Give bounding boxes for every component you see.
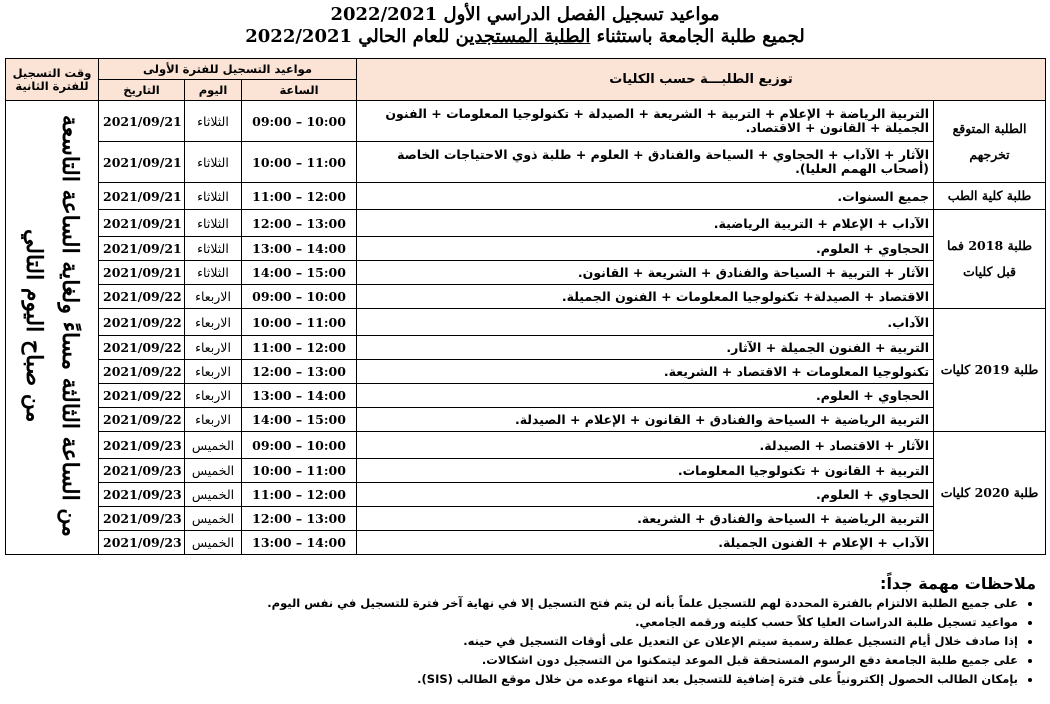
date-cell: 2021/09/21 xyxy=(99,261,185,285)
subtitle-part-1: لجميع طلبة الجامعة باستثناء xyxy=(590,26,805,47)
group-graduating: الطلبة المتوقع تخرجهم xyxy=(934,101,1046,183)
time-cell: 13:00 – 14:00 xyxy=(242,237,357,261)
header-day: اليوم xyxy=(185,80,242,101)
note-item: • مواعيد تسجيل طلبة الدراسات العليا كلاً حسب كليته ورقمه الجامعي. xyxy=(0,613,1018,632)
note-item: • على جميع الطلبة الالتزام بالفترة المحددة لهم للتسجيل علماً بأنه لن يتم فتح التسجيل إلا في نهاية آخر فترة للتسجيل في نفس اليوم. xyxy=(0,594,1018,613)
faculties-cell: التربية الرياضية + السياحة والفنادق + الشريعة. xyxy=(357,507,934,531)
header-second-period: وقت التسجيل للفترة الثانية xyxy=(6,59,99,101)
date-cell: 2021/09/21 xyxy=(99,101,185,142)
time-cell: 14:00 – 15:00 xyxy=(242,261,357,285)
note-item: • إذا صادف خلال أيام التسجيل عطلة رسمية سيتم الإعلان عن التعديل على أوقات التسجيل في حينه. xyxy=(0,632,1018,651)
table-row xyxy=(6,459,1046,483)
second-period-cell xyxy=(6,101,99,555)
day-cell: الثلاثاء xyxy=(185,261,242,285)
subtitle-part-3: للعام الحالي 2022/2021 xyxy=(245,26,456,47)
faculties-cell: الآثار + التربية + السياحة والفنادق + الشريعة + القانون. xyxy=(357,261,934,285)
time-cell: 11:00 – 12:00 xyxy=(242,483,357,507)
table-row xyxy=(6,360,1046,384)
faculties-cell: التربية الرياضية + السياحة والفنادق + القانون + الإعلام + الصيدلة. xyxy=(357,408,934,432)
table-row xyxy=(6,309,1046,336)
notes-title: ملاحظات مهمة جداً: xyxy=(880,574,1036,593)
time-cell: 10:00 – 11:00 xyxy=(242,309,357,336)
time-cell: 12:00 – 13:00 xyxy=(242,210,357,237)
date-cell: 2021/09/22 xyxy=(99,408,185,432)
day-cell: الثلاثاء xyxy=(185,101,242,142)
faculties-cell: الآداب. xyxy=(357,309,934,336)
table-row xyxy=(6,101,1046,142)
table-row xyxy=(6,408,1046,432)
date-cell: 2021/09/21 xyxy=(99,210,185,237)
time-cell: 13:00 – 14:00 xyxy=(242,531,357,555)
day-cell: الخميس xyxy=(185,483,242,507)
faculties-cell: التربية الرياضة + الإعلام + التربية + الشريعة + الصيدلة + تكنولوجيا المعلومات + الفنون الجميلة + القانون + الاقتصاد. xyxy=(357,101,934,142)
subtitle-part-2: الطلبة المستجدين xyxy=(455,26,591,47)
faculties-cell: التربية + القانون + تكنولوجيا المعلومات. xyxy=(357,459,934,483)
time-cell: 09:00 – 10:00 xyxy=(242,432,357,459)
group-2018: طلبة 2018 فما قبل كليات xyxy=(934,210,1046,309)
day-cell: الاربعاء xyxy=(185,384,242,408)
time-cell: 14:00 – 15:00 xyxy=(242,408,357,432)
second-period-text: من الساعة الثالثة مساءً ولغاية الساعة التاسعة من صباح اليوم التالي xyxy=(21,115,83,537)
date-cell: 2021/09/23 xyxy=(99,507,185,531)
faculties-cell: تكنولوجيا المعلومات + الاقتصاد + الشريعة. xyxy=(357,360,934,384)
page-subtitle xyxy=(0,26,1050,48)
faculties-cell: الآثار + الاقتصاد + الصيدلة. xyxy=(357,432,934,459)
faculties-cell: الاقتصاد + الصيدلة+ تكنولوجيا المعلومات + الفنون الجميلة. xyxy=(357,285,934,309)
schedule-table xyxy=(5,58,1046,555)
date-cell: 2021/09/22 xyxy=(99,336,185,360)
page-title: مواعيد تسجيل الفصل الدراسي الأول 2022/2021 xyxy=(330,4,720,25)
day-cell: الاربعاء xyxy=(185,408,242,432)
notes-section xyxy=(0,574,1042,689)
faculties-cell: الحجاوي + العلوم. xyxy=(357,237,934,261)
time-cell: 12:00 – 13:00 xyxy=(242,507,357,531)
faculties-cell: الآثار + الآداب + الحجاوي + السياحة والفنادق + العلوم + طلبة ذوي الاحتياجات الخاصة (أصحاب الهمم العليا). xyxy=(357,142,934,183)
day-cell: الاربعاء xyxy=(185,360,242,384)
time-cell: 11:00 – 12:00 xyxy=(242,183,357,210)
notes-list xyxy=(0,594,1042,689)
faculties-cell: الحجاوي + العلوم. xyxy=(357,384,934,408)
faculties-cell: الحجاوي + العلوم. xyxy=(357,483,934,507)
faculties-cell: الآداب + الإعلام + الفنون الجميلة. xyxy=(357,531,934,555)
table-row xyxy=(6,285,1046,309)
group-2020: طلبة 2020 كليات xyxy=(934,432,1046,555)
day-cell: الخميس xyxy=(185,432,242,459)
date-cell: 2021/09/23 xyxy=(99,531,185,555)
day-cell: الثلاثاء xyxy=(185,210,242,237)
faculties-cell: التربية + الفنون الجميلة + الآثار. xyxy=(357,336,934,360)
date-cell: 2021/09/22 xyxy=(99,309,185,336)
note-item: • بإمكان الطالب الحصول إلكترونياً على فترة إضافية للتسجيل بعد انتهاء موعده من خلال موقع الطالب (SIS). xyxy=(0,670,1018,689)
day-cell: الاربعاء xyxy=(185,336,242,360)
time-cell: 10:00 – 11:00 xyxy=(242,142,357,183)
group-2019: طلبة 2019 كليات xyxy=(934,309,1046,432)
table-row xyxy=(6,142,1046,183)
time-cell: 12:00 – 13:00 xyxy=(242,360,357,384)
day-cell: الثلاثاء xyxy=(185,237,242,261)
table-row xyxy=(6,237,1046,261)
date-cell: 2021/09/22 xyxy=(99,384,185,408)
day-cell: الخميس xyxy=(185,531,242,555)
table-row xyxy=(6,483,1046,507)
day-cell: الاربعاء xyxy=(185,309,242,336)
table-row xyxy=(6,507,1046,531)
table-row xyxy=(6,261,1046,285)
header-date: التاريخ xyxy=(99,80,185,101)
day-cell: الثلاثاء xyxy=(185,183,242,210)
faculties-cell: جميع السنوات. xyxy=(357,183,934,210)
day-cell: الخميس xyxy=(185,507,242,531)
note-item: • على جميع طلبة الجامعة دفع الرسوم المستحقة قبل الموعد ليتمكنوا من التسجيل دون اشكالات. xyxy=(0,651,1018,670)
date-cell: 2021/09/21 xyxy=(99,183,185,210)
header-row-1 xyxy=(6,59,1046,80)
header-first-period: مواعيد التسجيل للفترة الأولى xyxy=(99,59,357,80)
date-cell: 2021/09/23 xyxy=(99,483,185,507)
group-medicine: طلبة كلية الطب xyxy=(934,183,1046,210)
day-cell: الخميس xyxy=(185,459,242,483)
time-cell: 09:00 – 10:00 xyxy=(242,101,357,142)
date-cell: 2021/09/23 xyxy=(99,432,185,459)
table-row xyxy=(6,531,1046,555)
date-cell: 2021/09/21 xyxy=(99,142,185,183)
date-cell: 2021/09/22 xyxy=(99,285,185,309)
time-cell: 10:00 – 11:00 xyxy=(242,459,357,483)
date-cell: 2021/09/23 xyxy=(99,459,185,483)
table-row xyxy=(6,384,1046,408)
time-cell: 09:00 – 10:00 xyxy=(242,285,357,309)
table-row xyxy=(6,183,1046,210)
table-row xyxy=(6,210,1046,237)
time-cell: 13:00 – 14:00 xyxy=(242,384,357,408)
header-distribution: توزيع الطلبـــة حسب الكليات xyxy=(357,59,1046,101)
day-cell: الاربعاء xyxy=(185,285,242,309)
table-row xyxy=(6,336,1046,360)
table-row xyxy=(6,432,1046,459)
header-time: الساعة xyxy=(242,80,357,101)
faculties-cell: الآداب + الإعلام + التربية الرياضية. xyxy=(357,210,934,237)
day-cell: الثلاثاء xyxy=(185,142,242,183)
date-cell: 2021/09/21 xyxy=(99,237,185,261)
date-cell: 2021/09/22 xyxy=(99,360,185,384)
time-cell: 11:00 – 12:00 xyxy=(242,336,357,360)
